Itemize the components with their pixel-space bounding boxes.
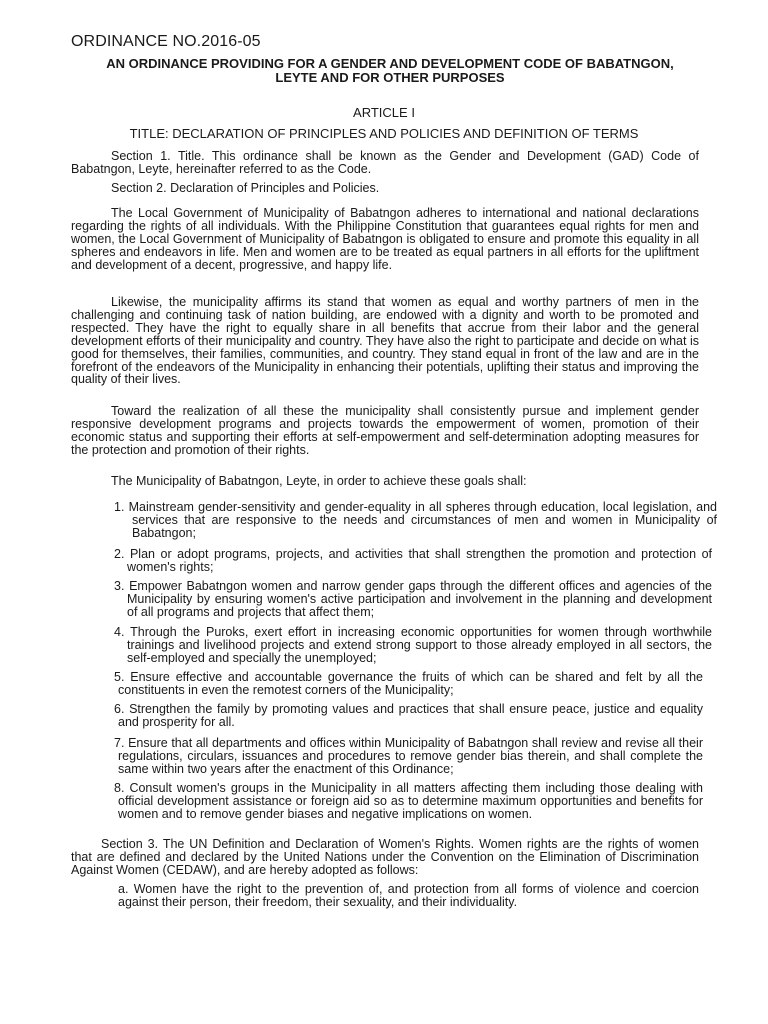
ordinance-title: AN ORDINANCE PROVIDING FOR A GENDER AND DEVELOPMENT CODE OF BABATNGON, LEYTE AND FOR OTHER PURPOSES <box>106 56 674 85</box>
principles-paragraph-2: Likewise, the municipality affirms its stand that women as equal and worthy partners of men in the challenging and continuing task of nation building, are endowed with a dignity and worth to be promoted and respected. They have the right to equally share in all benefits that accrue from their labor and the general development efforts of their municipality and country. They have also the right to participate and decide on what is good for themselves, their families, communities, and country. They stand equal in front of the law and are in the forefront of the endeavors of the Municipality in enhancing their potentials, uplifting their status and improving the quality of their lives. <box>71 295 699 387</box>
article-number: ARTICLE I <box>353 105 415 120</box>
list-item: 4. Through the Puroks, exert effort in increasing economic opportunities for women through worthwhile trainings and livelihood projects and extend strong support to those already employed in all sectors, the self-employed and specially the unemployed; <box>114 625 712 665</box>
principles-paragraph-3: Toward the realization of all these the municipality shall consistently pursue and implement gender responsive development programs and projects towards the empowerment of women, promotion of their economic status and supporting their efforts at self-empowerment and self-determination adopting measures for the protection and promotion of their rights. <box>71 404 699 457</box>
principles-paragraph-1: The Local Government of Municipality of Babatngon adheres to international and national declarations regarding the rights of all individuals. With the Philippine Constitution that guarantees equal rights for men and women, the Local Government of Municipality of Babatngon is obligated to ensure and promote this equality in all spheres and endeavors in life. Men and women are to be treated as equal partners in all efforts for the upliftment and development of a decent, progressive, and happy life. <box>71 206 699 272</box>
section-1-paragraph: Section 1. Title. This ordinance shall be known as the Gender and Development (GAD) Code of Babatngon, Leyte, hereinafter referred to as the Code. <box>71 149 699 176</box>
list-item: 1. Mainstream gender-sensitivity and gender-equality in all spheres through education, local legislation, and services that are responsive to the needs and circumstances of men and women in Municipality of Babatngon; <box>114 500 717 540</box>
article-title: TITLE: DECLARATION OF PRINCIPLES AND POLICIES AND DEFINITION OF TERMS <box>129 126 639 141</box>
list-item: 6. Strengthen the family by promoting values and practices that shall ensure peace, justice and equality and prosperity for all. <box>114 702 703 729</box>
list-item: 3. Empower Babatngon women and narrow gender gaps through the different offices and agencies of the Municipality by ensuring women's active participation and involvement in the planning and development of all programs and projects that affect them; <box>114 579 712 619</box>
ordinance-number: ORDINANCE NO.2016-05 <box>71 33 261 50</box>
list-item: 7. Ensure that all departments and offices within Municipality of Babatngon shall review and revise all their regulations, circulars, issuances and procedures to remove gender bias therein, and shall complete the same within two years after the enactment of this Ordinance; <box>114 736 703 776</box>
goals-intro: The Municipality of Babatngon, Leyte, in order to achieve these goals shall: <box>111 474 527 488</box>
list-item: 5. Ensure effective and accountable governance the fruits of which can be shared and felt by all the constituents in even the remotest corners of the Municipality; <box>114 670 703 697</box>
section-2-heading: Section 2. Declaration of Principles and Policies. <box>111 181 380 195</box>
list-item: 8. Consult women's groups in the Municipality in all matters affecting them including those dealing with official development assistance or foreign aid so as to determine maximum opportunities and benefits for women and to remove gender biases and negative implications on women. <box>114 781 703 821</box>
list-item: 2. Plan or adopt programs, projects, and activities that shall strengthen the promotion and protection of women's rights; <box>114 547 712 574</box>
section-3-item-a: a. Women have the right to the prevention of, and protection from all forms of violence and coercion against their person, their freedom, their sexuality, and their individuality. <box>118 882 699 909</box>
section-3-paragraph: Section 3. The UN Definition and Declaration of Women's Rights. Women rights are the rights of women that are defined and declared by the United Nations under the Convention on the Elimination of Discrimination Against Women (CEDAW), and are hereby adopted as follows: <box>71 837 699 877</box>
